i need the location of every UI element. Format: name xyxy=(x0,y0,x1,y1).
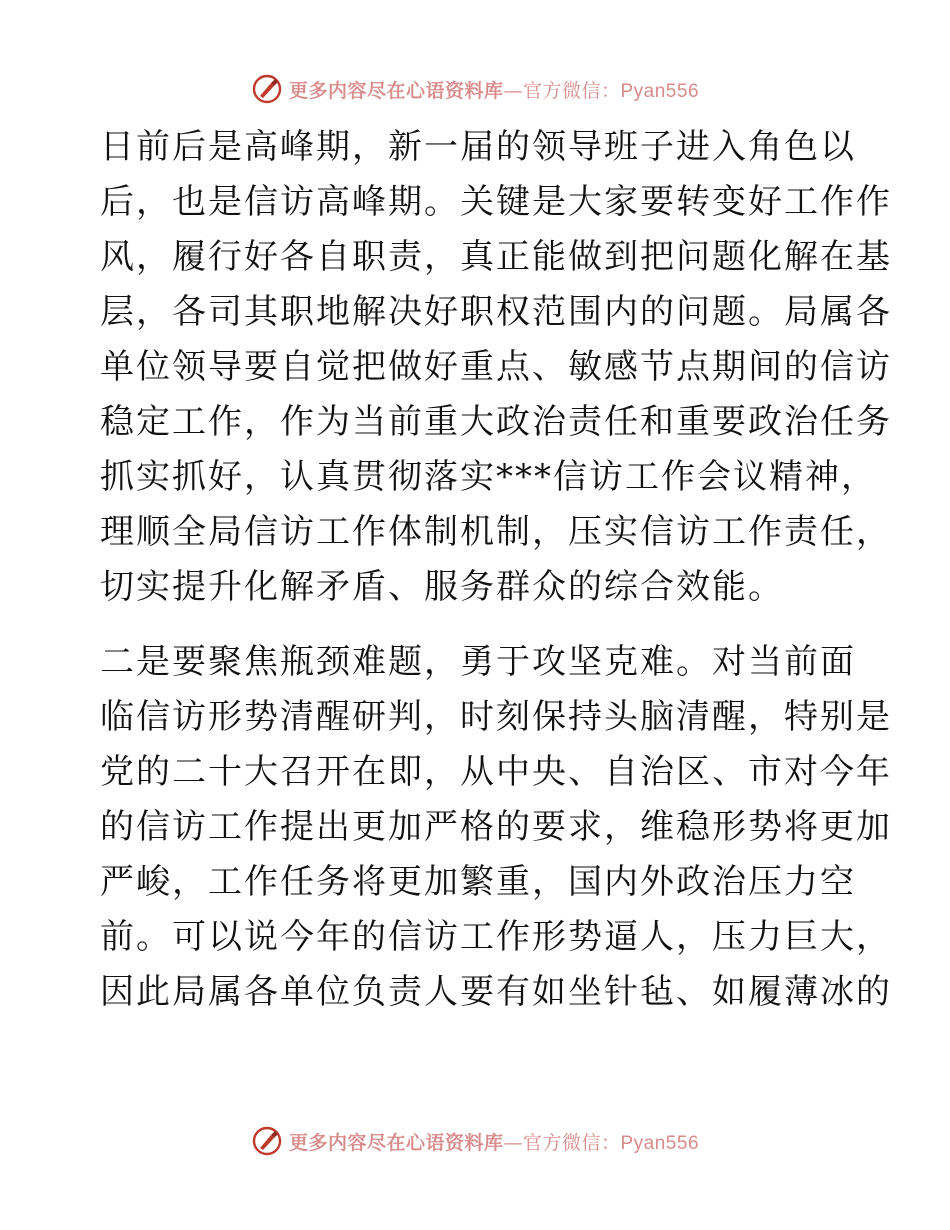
text-line: 单位领导要自觉把做好重点、敏感节点期间的信访 xyxy=(100,347,892,387)
watermark-footer xyxy=(0,1124,950,1158)
watermark-main: 更多内容尽在心语资料库 xyxy=(288,79,504,102)
text-line: 风，履行好各自职责，真正能做到把问题化解在基 xyxy=(100,237,892,277)
text-line: 二是要聚焦瓶颈难题，勇于攻坚克难。对当前面 xyxy=(100,642,856,682)
pen-logo-icon xyxy=(251,1125,283,1157)
text-line: 因此局属各单位负责人要有如坐针毡、如履薄冰的 xyxy=(100,972,892,1012)
watermark-id: Pyan556 xyxy=(620,1132,700,1154)
paragraph-1 xyxy=(100,120,892,615)
watermark-text xyxy=(289,76,699,103)
pen-logo-icon xyxy=(251,73,283,105)
text-line: 临信访形势清醒研判，时刻保持头脑清醒，特别是 xyxy=(100,697,892,737)
watermark-wechat: 官方微信： xyxy=(522,1131,621,1154)
watermark-dash: — xyxy=(503,79,523,102)
text-line: 稳定工作，作为当前重大政治责任和重要政治任务 xyxy=(100,402,892,442)
text-line: 抓实抓好，认真贯彻落实***信访工作会议精神， xyxy=(100,457,877,497)
watermark-wechat: 官方微信： xyxy=(522,79,621,102)
document-body xyxy=(100,120,892,1020)
watermark-header xyxy=(0,72,950,106)
text-line: 理顺全局信访工作体制机制，压实信访工作责任， xyxy=(100,512,892,552)
watermark-main: 更多内容尽在心语资料库 xyxy=(288,1131,504,1154)
paragraph-2 xyxy=(100,635,892,1020)
text-line: 切实提升化解矛盾、服务群众的综合效能。 xyxy=(100,567,784,607)
text-line: 日前后是高峰期，新一届的领导班子进入角色以 xyxy=(100,127,856,167)
watermark-text xyxy=(289,1128,699,1155)
text-line: 层，各司其职地解决好职权范围内的问题。局属各 xyxy=(100,292,892,332)
text-line: 党的二十大召开在即，从中央、自治区、市对今年 xyxy=(100,752,892,792)
text-line: 后，也是信访高峰期。关键是大家要转变好工作作 xyxy=(100,182,892,222)
watermark-id: Pyan556 xyxy=(620,80,700,102)
text-line: 严峻，工作任务将更加繁重，国内外政治压力空 xyxy=(100,862,856,902)
watermark-dash: — xyxy=(503,1131,523,1154)
text-line: 前。可以说今年的信访工作形势逼人，压力巨大， xyxy=(100,917,892,957)
text-line: 的信访工作提出更加严格的要求，维稳形势将更加 xyxy=(100,807,892,847)
